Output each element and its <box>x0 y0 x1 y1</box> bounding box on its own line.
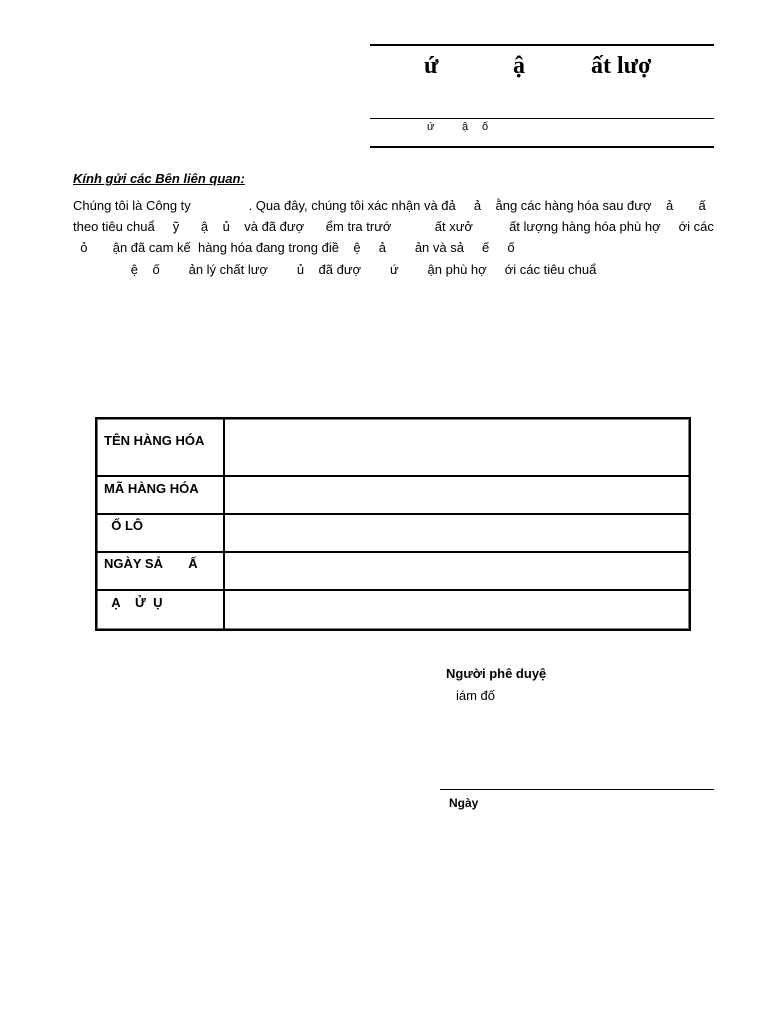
letter-line: theo tiêu chuẩ ỹ ậ ủ và đã đượ ểm tra trướ ất xưở ất lượng hàng hóa phù hợ ới các <box>73 219 714 234</box>
letter-line: Chúng tôi là Công ty . Qua đây, chúng tôi xác nhận và đả ả ằng các hàng hóa sau đượ ả ấ <box>73 198 706 213</box>
product-info-table <box>95 417 691 631</box>
product-name-label: TÊN HÀNG HÓA <box>97 419 225 477</box>
product-code-value[interactable] <box>225 477 689 515</box>
table-row <box>97 553 689 591</box>
expiry-date-label: Ạ Ử Ụ <box>97 591 225 629</box>
header-bottom-rule <box>370 146 714 148</box>
title-fragment: ậ <box>513 53 525 79</box>
title-fragment: ất lượ <box>591 53 652 79</box>
approver-role: iám đố <box>456 688 496 703</box>
table-row <box>97 591 689 629</box>
expiry-date-value[interactable] <box>225 591 689 629</box>
letter-line: ệ ố ản lý chất lượ ủ đã đượ ứ ận phù hợ ới các tiêu chuẩ <box>73 262 597 277</box>
product-code-label: MÃ HÀNG HÓA <box>97 477 225 515</box>
subtitle-fragment: ứ <box>427 121 435 133</box>
table-row <box>97 477 689 515</box>
production-date-label: NGÀY SẢ Ấ <box>97 553 225 591</box>
title-fragment: ứ <box>424 53 439 79</box>
table-row <box>97 419 689 477</box>
letter-line: ỏ ận đã cam kế hàng hóa đang trong điề ệ ả ản và sả ế ố <box>73 240 515 255</box>
approver-label: Người phê duyệ <box>446 666 547 681</box>
salutation: Kính gửi các Bên liên quan: <box>73 171 245 186</box>
header-mid-rule <box>370 118 714 119</box>
header-top-rule <box>370 44 714 46</box>
production-date-value[interactable] <box>225 553 689 591</box>
date-label: Ngày <box>449 796 479 810</box>
subtitle-fragment: ậ <box>462 121 469 133</box>
product-name-value[interactable] <box>225 419 689 477</box>
table-row <box>97 515 689 553</box>
signature-line <box>440 789 714 790</box>
lot-number-label: Ố LÔ <box>97 515 225 553</box>
subtitle-fragment: ố <box>482 121 489 133</box>
lot-number-value[interactable] <box>225 515 689 553</box>
